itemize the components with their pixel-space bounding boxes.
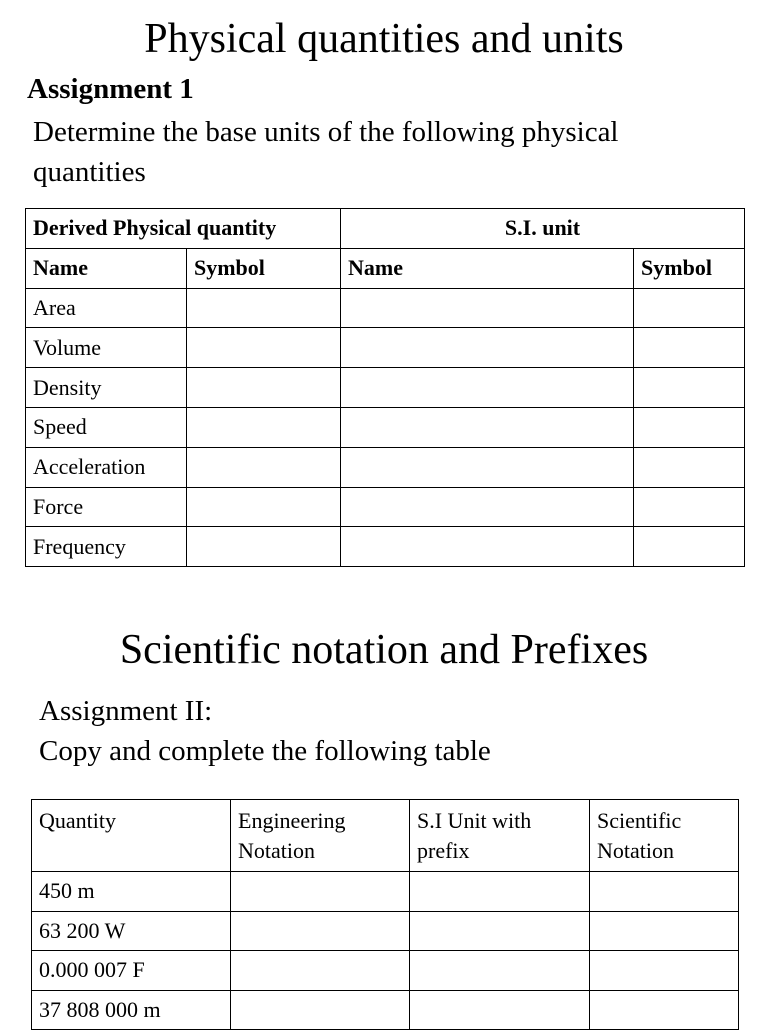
empty-cell <box>341 447 634 487</box>
sub-header-row <box>26 248 745 288</box>
empty-cell <box>410 872 590 912</box>
section2-title: Scientific notation and Prefixes <box>119 627 649 673</box>
assignment1-instruction: Determine the base units of the following physical quantities <box>33 116 619 188</box>
empty-cell <box>590 951 739 991</box>
unit-symbol-header: Symbol <box>634 248 745 288</box>
si-unit-group-header: S.I. unit <box>341 209 745 249</box>
empty-cell <box>187 447 341 487</box>
empty-cell <box>634 487 745 527</box>
quantity-header: Quantity <box>32 800 231 872</box>
empty-cell <box>590 872 739 912</box>
table-row <box>26 487 745 527</box>
table-row <box>26 288 745 328</box>
quantity-name-cell: Volume <box>26 328 187 368</box>
empty-cell <box>341 368 634 408</box>
empty-cell <box>590 911 739 951</box>
empty-cell <box>231 951 410 991</box>
header-row <box>32 800 739 872</box>
empty-cell <box>634 288 745 328</box>
quantity-cell: 450 m <box>32 872 231 912</box>
empty-cell <box>187 407 341 447</box>
empty-cell <box>187 368 341 408</box>
quantity-cell: 37 808 000 m <box>32 990 231 1030</box>
quantity-name-cell: Force <box>26 487 187 527</box>
empty-cell <box>231 911 410 951</box>
engineering-notation-header: Engineering Notation <box>231 800 410 872</box>
quantity-symbol-header: Symbol <box>187 248 341 288</box>
si-unit-prefix-header: S.I Unit with prefix <box>410 800 590 872</box>
assignment1-heading: Assignment 1 <box>27 73 194 105</box>
derived-quantity-group-header: Derived Physical quantity <box>26 209 341 249</box>
empty-cell <box>634 447 745 487</box>
section1-title: Physical quantities and units <box>144 16 624 62</box>
quantity-name-cell: Speed <box>26 407 187 447</box>
quantity-name-cell: Frequency <box>26 527 187 567</box>
base-units-table <box>25 208 745 567</box>
empty-cell <box>341 487 634 527</box>
empty-cell <box>187 328 341 368</box>
empty-cell <box>634 368 745 408</box>
quantity-name-header: Name <box>26 248 187 288</box>
quantity-cell: 63 200 W <box>32 911 231 951</box>
empty-cell <box>341 288 634 328</box>
quantity-cell: 0.000 007 F <box>32 951 231 991</box>
table-row <box>26 527 745 567</box>
empty-cell <box>634 407 745 447</box>
empty-cell <box>187 527 341 567</box>
table-row <box>26 368 745 408</box>
empty-cell <box>187 487 341 527</box>
empty-cell <box>231 872 410 912</box>
table-row <box>26 407 745 447</box>
quantity-name-cell: Area <box>26 288 187 328</box>
table-row <box>32 911 739 951</box>
notation-table <box>31 799 739 1030</box>
table-row <box>26 328 745 368</box>
empty-cell <box>341 407 634 447</box>
empty-cell <box>341 328 634 368</box>
group-header-row <box>26 209 745 249</box>
assignment2-instruction: Copy and complete the following table <box>39 735 491 767</box>
empty-cell <box>410 951 590 991</box>
quantity-name-cell: Density <box>26 368 187 408</box>
table-row <box>32 872 739 912</box>
table-row <box>26 447 745 487</box>
quantity-name-cell: Acceleration <box>26 447 187 487</box>
assignment2-heading: Assignment II: <box>39 695 213 727</box>
empty-cell <box>634 527 745 567</box>
empty-cell <box>410 911 590 951</box>
empty-cell <box>187 288 341 328</box>
unit-name-header: Name <box>341 248 634 288</box>
scientific-notation-header: Scientific Notation <box>590 800 739 872</box>
empty-cell <box>341 527 634 567</box>
table-row <box>32 951 739 991</box>
empty-cell <box>634 328 745 368</box>
